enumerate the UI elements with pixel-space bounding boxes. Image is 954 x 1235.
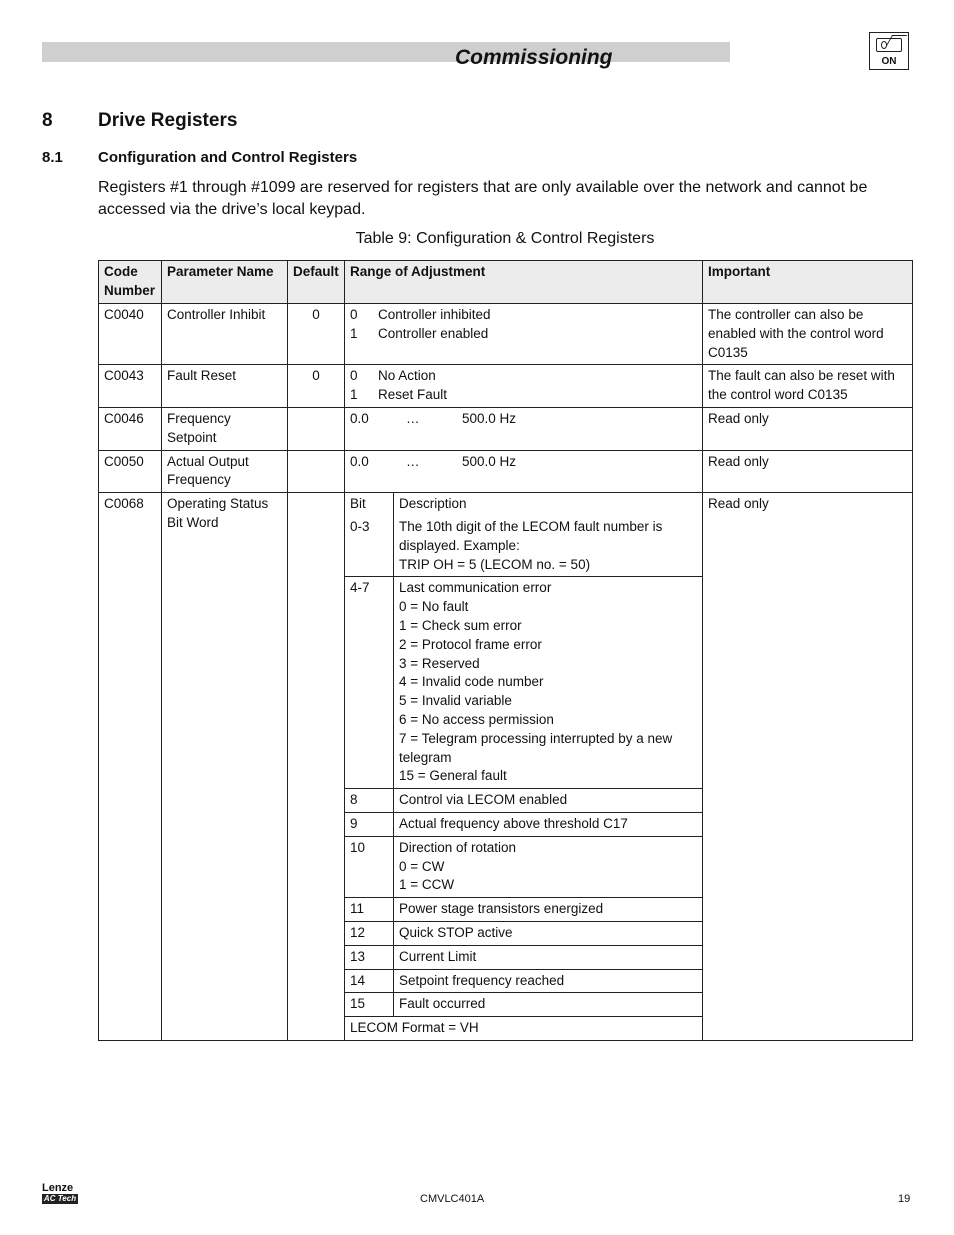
- cell-code: C0040: [99, 304, 162, 365]
- bit-row: [345, 836, 702, 897]
- cell-range: [345, 407, 703, 450]
- table-row: [99, 450, 913, 493]
- range-key: 1: [350, 325, 358, 341]
- range-key: 0: [350, 368, 358, 384]
- bit-description-line: Actual frequency above threshold C17: [399, 815, 628, 831]
- bit-description-line: Power stage transistors energized: [399, 901, 604, 917]
- range-value: Controller enabled: [378, 325, 489, 341]
- range-value: No Action: [378, 368, 436, 384]
- bit-number: 0-3: [345, 516, 394, 577]
- bit-description-line: 2 = Protocol frame error: [399, 636, 542, 652]
- cell-range: [345, 365, 703, 408]
- format-note: LECOM Format = VH: [350, 1020, 479, 1036]
- bit-description-line: The 10th digit of the LECOM fault number is displayed. Example:: [399, 518, 663, 553]
- document-code: CMVLC401A: [420, 1193, 485, 1205]
- bits-header-row: [345, 493, 702, 516]
- range-value: Controller inhibited: [378, 307, 491, 322]
- bit-row: [345, 921, 702, 945]
- cell-code: C0043: [99, 365, 162, 408]
- bit-description: [394, 577, 703, 789]
- table-row: [99, 365, 913, 408]
- bit-description: [394, 516, 703, 577]
- bit-description-line: 5 = Invalid variable: [399, 693, 512, 709]
- cell-range: [345, 450, 703, 493]
- bits-table: [345, 493, 702, 1040]
- range-span: [350, 453, 697, 472]
- bit-number: 10: [345, 836, 394, 897]
- subsection-number: 8.1: [42, 149, 63, 166]
- cell-default: [288, 493, 345, 1041]
- bit-row: [345, 993, 702, 1017]
- brand-logo: [42, 1183, 78, 1204]
- range-span: [350, 410, 697, 429]
- cell-default: [288, 407, 345, 450]
- bit-description: [394, 812, 703, 836]
- cell-code: C0050: [99, 450, 162, 493]
- bit-description-line: Current Limit: [399, 948, 477, 964]
- bit-number: 9: [345, 812, 394, 836]
- bit-number: 4-7: [345, 577, 394, 789]
- bits-header-bit: Bit: [345, 493, 394, 516]
- table-body: [99, 304, 913, 493]
- bit-description-line: Control via LECOM enabled: [399, 792, 568, 808]
- header-bar: [42, 42, 730, 62]
- range-max: 500.0 Hz: [462, 453, 517, 469]
- cell-name: Operating Status Bit Word: [162, 493, 288, 1041]
- cell-name: Controller Inhibit: [162, 304, 288, 365]
- header-parameter-name: Parameter Name: [162, 261, 288, 304]
- header-range: Range of Adjustment: [345, 261, 703, 304]
- range-key: 0: [350, 307, 358, 322]
- bit-description: [394, 993, 703, 1017]
- cell-important: The controller can also be enabled with the control word C0135: [703, 304, 913, 365]
- bit-description-line: 0 = No fault: [399, 599, 469, 615]
- range-sep: …: [406, 453, 420, 469]
- bits-header-desc: Description: [399, 496, 467, 512]
- bit-row: [345, 577, 702, 789]
- range-value: Reset Fault: [378, 387, 448, 403]
- cell-default: 0: [288, 304, 345, 365]
- cell-range: [345, 304, 703, 365]
- bit-description-line: 4 = Invalid code number: [399, 674, 544, 690]
- range-min: 0.0: [350, 410, 369, 426]
- bit-row: [345, 945, 702, 969]
- bit-row: [345, 969, 702, 993]
- table-caption: Table 9: Configuration & Control Registers: [355, 230, 655, 247]
- bit-description-line: Quick STOP active: [399, 924, 513, 940]
- bit-description: [394, 789, 703, 813]
- bit-row: [345, 516, 702, 577]
- cell-name: Fault Reset: [162, 365, 288, 408]
- registers-table: [98, 260, 913, 1041]
- bit-description-line: Fault occurred: [399, 996, 486, 1012]
- range-line: [350, 386, 697, 405]
- bit-number: 14: [345, 969, 394, 993]
- bit-row: [345, 789, 702, 813]
- header-default: Default: [288, 261, 345, 304]
- cell-name: Frequency Setpoint: [162, 407, 288, 450]
- on-icon-label: ON: [881, 56, 897, 67]
- bit-description-line: Setpoint frequency reached: [399, 972, 565, 988]
- bit-description: [394, 836, 703, 897]
- table-row-status: [99, 493, 913, 1041]
- range-sep: …: [406, 410, 420, 426]
- bit-row: [345, 812, 702, 836]
- bit-description-line: 7 = Telegram processing interrupted by a new telegram: [399, 730, 673, 765]
- range-max: 500.0 Hz: [462, 410, 517, 426]
- cell-code: C0068: [99, 493, 162, 1041]
- table-row: [99, 304, 913, 365]
- bit-description: [394, 921, 703, 945]
- range-line: [350, 367, 697, 386]
- bit-description-line: Direction of rotation: [399, 839, 517, 855]
- intro-paragraph: Registers #1 through #1099 are reserved for registers that are only available over the network and cannot be accessed via the drive’s local keypad.: [98, 179, 868, 218]
- bit-description: [394, 945, 703, 969]
- bit-number: 11: [345, 898, 394, 922]
- power-switch-icon: [869, 32, 909, 70]
- range-min: 0.0: [350, 453, 369, 469]
- cell-important: Read only: [703, 450, 913, 493]
- table-row: [99, 407, 913, 450]
- cell-important: Read only: [703, 407, 913, 450]
- bit-description-line: 1 = CCW: [399, 877, 455, 893]
- bit-description: [394, 969, 703, 993]
- range-line: [350, 306, 697, 325]
- bit-description-line: 1 = Check sum error: [399, 617, 522, 633]
- bit-description: [394, 898, 703, 922]
- section-number: 8: [42, 110, 53, 131]
- cell-default: [288, 450, 345, 493]
- bit-number: 8: [345, 789, 394, 813]
- bit-row: [345, 898, 702, 922]
- bit-description-line: 15 = General fault: [399, 768, 507, 784]
- header-important: Important: [703, 261, 913, 304]
- table-header-row: [99, 261, 913, 304]
- cell-bits: [345, 493, 703, 1041]
- cell-code: C0046: [99, 407, 162, 450]
- range-line: [350, 325, 697, 344]
- range-key: 1: [350, 387, 358, 403]
- section-title: Drive Registers: [98, 110, 238, 131]
- format-row: [345, 1017, 702, 1040]
- page-number: 19: [898, 1193, 911, 1205]
- brand-sub: AC Tech: [43, 1194, 77, 1203]
- cell-important: Read only: [703, 493, 913, 1041]
- bit-description-line: 3 = Reserved: [399, 655, 480, 671]
- bit-number: 12: [345, 921, 394, 945]
- cell-name: Actual Output Frequency: [162, 450, 288, 493]
- cell-important: The fault can also be reset with the control word C0135: [703, 365, 913, 408]
- bit-number: 15: [345, 993, 394, 1017]
- bit-description-line: 0 = CW: [399, 858, 445, 874]
- subsection-title: Configuration and Control Registers: [98, 149, 358, 166]
- brand-name: Lenze: [42, 1182, 74, 1194]
- header-code-number: Code Number: [99, 261, 162, 304]
- bit-description-line: TRIP OH = 5 (LECOM no. = 50): [399, 556, 591, 572]
- bit-description-line: 6 = No access permission: [399, 711, 554, 727]
- bit-description-line: Last communication error: [399, 580, 552, 596]
- bit-number: 13: [345, 945, 394, 969]
- page-header-title: Commissioning: [455, 46, 613, 69]
- cell-default: 0: [288, 365, 345, 408]
